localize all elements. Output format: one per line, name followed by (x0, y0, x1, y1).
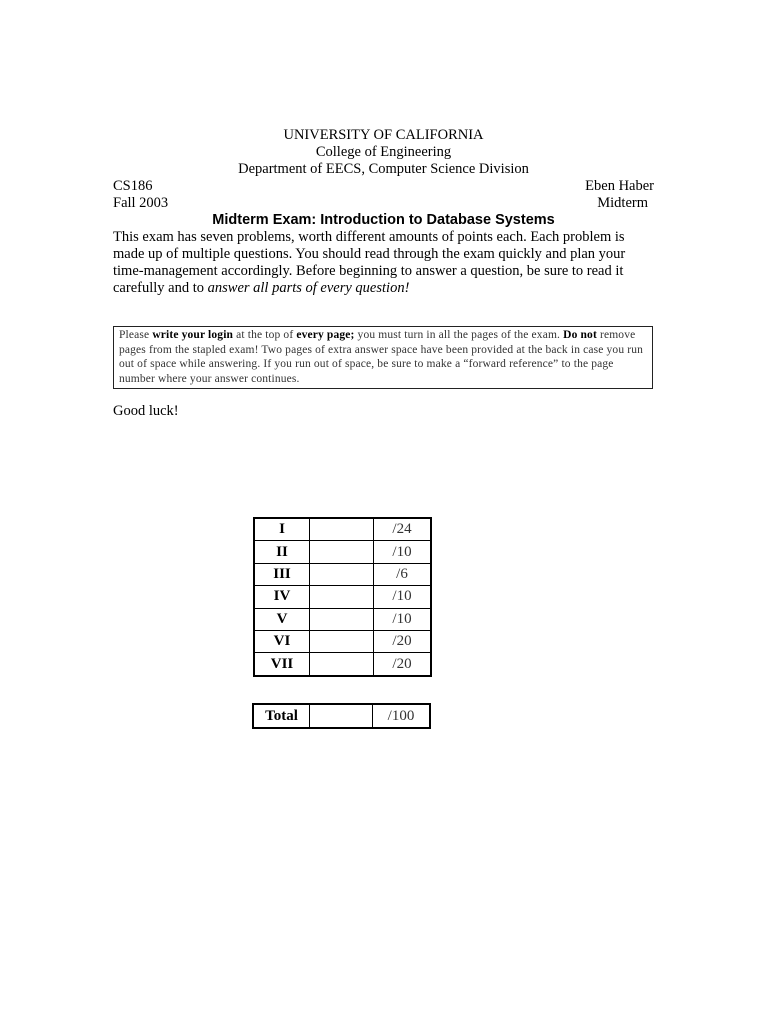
total-label: Total (253, 704, 310, 728)
notice-text-4: remove pages from the stapled exam! Two pages of extra answer space have been provided at the back in case you run out of space while answering. If you run out of space, be sure to make a “forward reference” to the page number where your answer continues. (119, 329, 644, 385)
college-name: College of Engineering (315, 144, 452, 160)
problem-number: II (254, 541, 310, 563)
problem-number: VI (254, 630, 310, 652)
problem-points: /10 (374, 541, 432, 563)
notice-text-3: you must turn in all the pages of the exam. (354, 329, 564, 341)
intro-paragraph (113, 229, 654, 297)
score-row (254, 630, 431, 652)
instructor-name: Eben Haber (585, 178, 654, 194)
problem-points: /10 (374, 608, 432, 630)
notice-bold-1: write your login (152, 329, 234, 341)
problem-number: VII (254, 653, 310, 676)
total-row (253, 704, 430, 728)
course-term: Fall 2003 (113, 195, 169, 211)
score-row (254, 541, 431, 563)
total-score-field[interactable] (310, 704, 373, 728)
problem-points: /24 (374, 518, 432, 541)
exam-type: Midterm (597, 195, 648, 211)
term-row (113, 195, 654, 212)
exam-cover-page (113, 127, 654, 419)
score-field[interactable] (310, 608, 374, 630)
intro-text: This exam has seven problems, worth different amounts of points each. Each problem is made up of multiple questions. You should read through the exam quickly and plan your time-management accordingly. Before beginning to answer a question, be sure to read it carefully and to (113, 229, 626, 296)
department-name: Department of EECS, Computer Science Division (238, 161, 529, 177)
notice-text-2: at the top of (233, 329, 297, 341)
notice-bold-2: every page; (296, 329, 355, 341)
score-row (254, 518, 431, 541)
problem-number: I (254, 518, 310, 541)
problem-points: /10 (374, 586, 432, 608)
course-code: CS186 (113, 178, 153, 194)
score-field[interactable] (310, 630, 374, 652)
good-luck-text: Good luck! (113, 403, 179, 419)
exam-title: Midterm Exam: Introduction to Database Systems (212, 212, 555, 228)
problem-points: /20 (374, 630, 432, 652)
intro-emphasis: answer all parts of every question! (207, 280, 410, 296)
score-row (254, 653, 431, 676)
score-field[interactable] (310, 586, 374, 608)
problem-points: /6 (374, 563, 432, 585)
score-field[interactable] (310, 653, 374, 676)
notice-text-1: Please (119, 329, 153, 341)
problem-number: III (254, 563, 310, 585)
problem-number: IV (254, 586, 310, 608)
score-row (254, 608, 431, 630)
score-field[interactable] (310, 563, 374, 585)
total-score-table (252, 703, 431, 729)
score-field[interactable] (310, 541, 374, 563)
total-points: /100 (373, 704, 431, 728)
university-name: UNIVERSITY OF CALIFORNIA (283, 127, 484, 143)
score-field[interactable] (310, 518, 374, 541)
score-row (254, 563, 431, 585)
score-table (253, 517, 432, 677)
course-row (113, 178, 654, 195)
problem-points: /20 (374, 653, 432, 676)
notice-bold-3: Do not (563, 329, 597, 341)
problem-number: V (254, 608, 310, 630)
instructions-box (113, 326, 653, 389)
score-row (254, 586, 431, 608)
